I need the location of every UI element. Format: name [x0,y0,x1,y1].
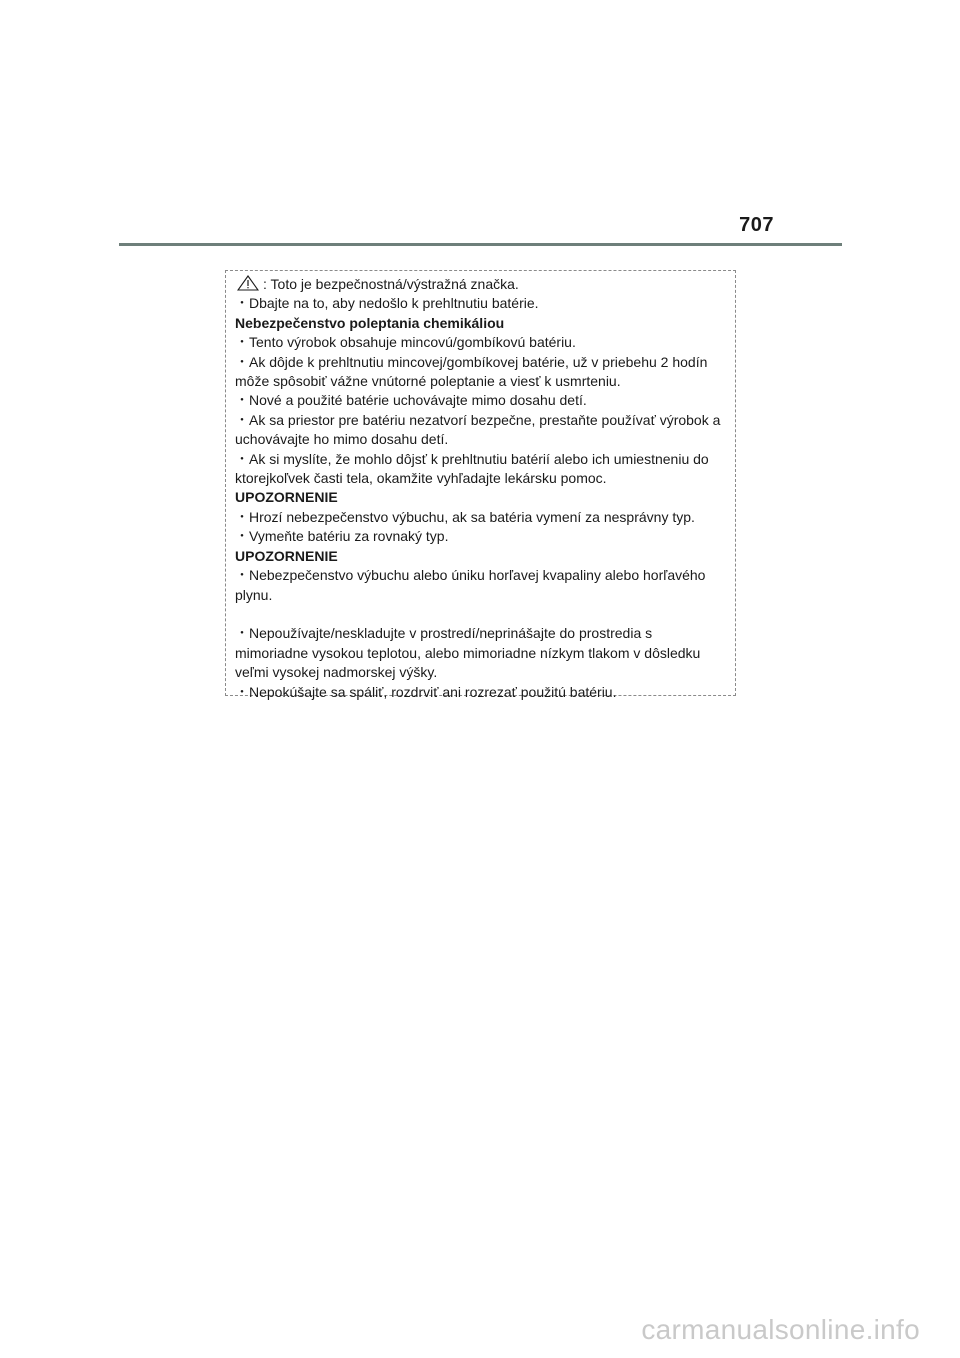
notice-line: ・Dbajte na to, aby nedošlo k prehltnutiu batérie. [235,295,539,312]
symbol-caption-line [235,275,735,294]
header-rule [119,243,842,246]
watermark: carmanualsonline.info [641,1314,920,1345]
notice-line: ・Nepokúšajte sa spáliť, rozdrviť ani rozrezať použitú batériu. [235,683,617,700]
section-heading: UPOZORNENIE [235,547,338,564]
notice-line: veľmi vysokej nadmorskej výšky. [235,664,438,681]
notice-line: ・Nepoužívajte/neskladujte v prostredí/neprinášajte do prostredia s [235,625,653,642]
notice-line: ・Vymeňte batériu za rovnaký typ. [235,528,449,545]
section-heading: UPOZORNENIE [235,489,338,506]
notice-line: plynu. [235,586,273,603]
notice-line: ・Ak si myslíte, že mohlo dôjsť k prehltnutiu batérií alebo ich umiestneniu do [235,450,709,467]
notice-line: ・Hrozí nebezpečenstvo výbuchu, ak sa batéria vymení za nesprávny typ. [235,508,695,525]
notice-line: ・Ak sa priestor pre batériu nezatvorí bezpečne, prestaňte používať výrobok a [235,411,721,428]
section-heading: Nebezpečenstvo poleptania chemikáliou [235,314,505,331]
notice-line: ・Ak dôjde k prehltnutiu mincovej/gombíkovej batérie, už v priebehu 2 hodín [235,353,708,370]
symbol-caption: : Toto je bezpečnostná/výstražná značka. [263,276,519,292]
page-number: 707 [739,214,774,236]
battery-safety-notice [225,270,736,700]
notice-line: ・Tento výrobok obsahuje mincovú/gombíkovú batériu. [235,334,576,351]
blank-line [235,605,735,624]
notice-line: ktorejkoľvek časti tela, okamžite vyhľadajte lekársku pomoc. [235,470,607,487]
notice-line: mimoriadne vysokou teplotou, alebo mimoriadne nízkym tlakom v dôsledku [235,644,701,661]
notice-line: uchovávajte ho mimo dosahu detí. [235,431,449,448]
notice-line: ・Nové a použité batérie uchovávajte mimo dosahu detí. [235,392,587,409]
notice-line: ・Nebezpečenstvo výbuchu alebo úniku horľavej kvapaliny alebo horľavého [235,567,706,584]
warning-triangle-icon [237,275,259,291]
notice-line: môže spôsobiť vážne vnútorné poleptanie a viesť k usmrteniu. [235,373,621,390]
